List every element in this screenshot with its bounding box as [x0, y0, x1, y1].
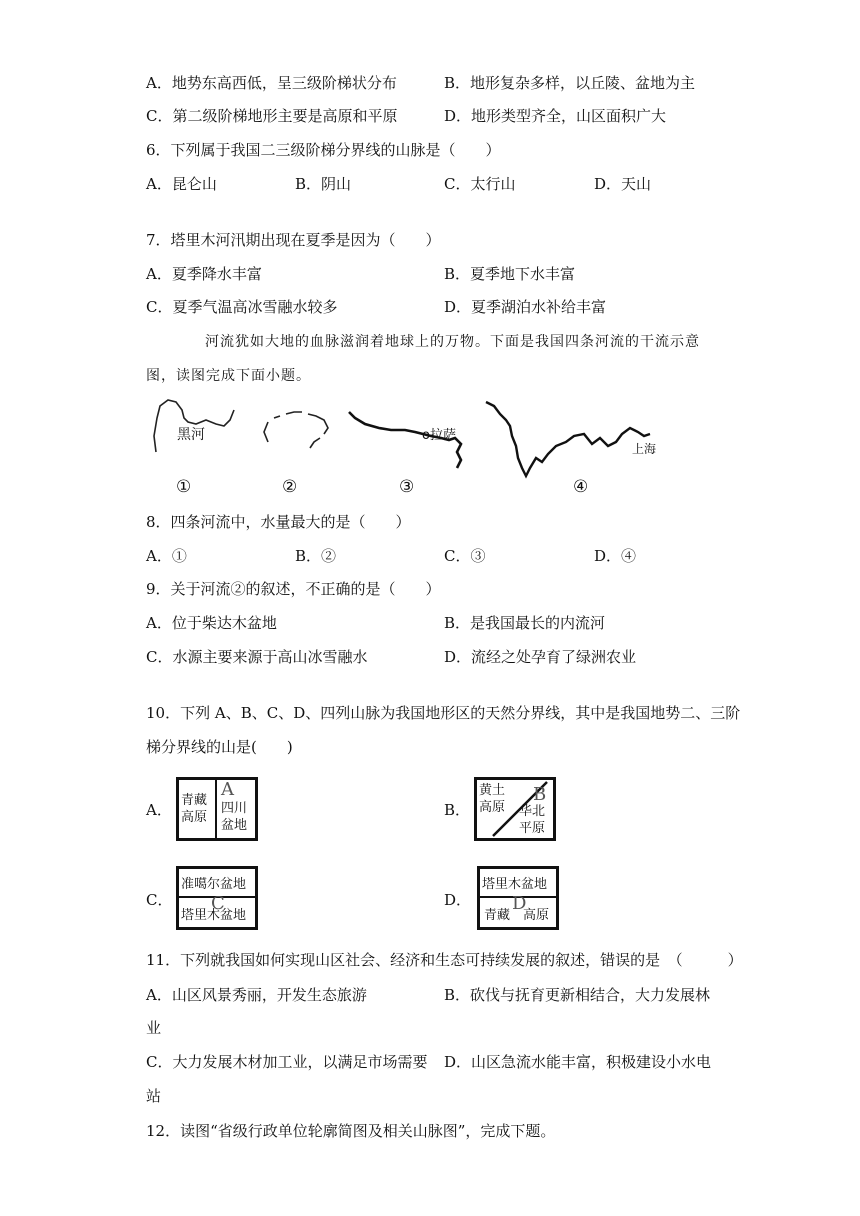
river-intro-line1: 河流犹如大地的血脉滋润着地球上的万物。下面是我国四条河流的干流示意 — [205, 334, 700, 350]
diagram-a-left-2: 高原 — [181, 810, 208, 825]
q5-option-c: C．第二级阶梯地形主要是高原和平原 — [146, 107, 398, 125]
diagram-b-letter: B — [533, 784, 547, 805]
q11-option-a: A．山区风景秀丽，开发生态旅游 — [146, 986, 367, 1004]
river-2-path — [258, 408, 338, 458]
q8-option-a: A．① — [146, 547, 187, 565]
q9-option-c: C．水源主要来源于高山冰雪融水 — [146, 648, 368, 666]
q11-option-d-line2: 站 — [146, 1087, 162, 1105]
q11-option-b-line2: 业 — [146, 1019, 162, 1037]
q5-option-d: D．地形类型齐全，山区面积广大 — [444, 107, 667, 125]
diagram-b-topleft-1: 黄土 — [479, 783, 506, 798]
q5-option-b: B．地形复杂多样，以丘陵、盆地为主 — [444, 74, 696, 92]
river-label-lasa — [422, 424, 456, 443]
q10-option-b-diagram — [474, 777, 556, 841]
q9-option-b: B．是我国最长的内流河 — [444, 614, 606, 632]
diagram-b-topleft-2: 高原 — [479, 800, 506, 815]
diagram-d-bottom: 青藏 高原 — [484, 908, 550, 923]
q7-option-b: B．夏季地下水丰富 — [444, 265, 576, 283]
q12-stem: 12．读图“省级行政单位轮廓简图及相关山脉图”，完成下题。 — [146, 1122, 556, 1140]
q6-option-c: C．太行山 — [444, 175, 516, 193]
river-number-2: ② — [282, 477, 298, 497]
q10-stem-line2: 梯分界线的山是( ) — [146, 738, 293, 756]
q6-option-b: B．阴山 — [295, 175, 352, 193]
q5-option-a: A．地势东高西低，呈三级阶梯状分布 — [146, 74, 397, 92]
q10-stem-line1: 10．下列 A、B、C、D、四列山脉为我国地形区的天然分界线，其中是我国地势二、三阶 — [146, 704, 741, 722]
river-label-lasa-text: 拉萨 — [429, 428, 456, 443]
diagram-c-letter: C — [211, 893, 225, 914]
q9-option-a: A．位于柴达木盆地 — [146, 614, 277, 632]
q6-option-a: A．昆仑山 — [146, 175, 217, 193]
diagram-a-right-2: 盆地 — [221, 818, 248, 833]
q9-option-d: D．流经之处孕育了绿洲农业 — [444, 648, 637, 666]
q10-option-d-label: D． — [444, 891, 472, 909]
river-label-heihe: 黑河 — [177, 427, 205, 443]
q10-option-d-diagram — [477, 866, 559, 930]
q7-option-d: D．夏季湖泊水补给丰富 — [444, 298, 607, 316]
lasa-dot-icon: o — [422, 428, 430, 443]
q10-option-c-label: C． — [146, 891, 173, 909]
q8-stem: 8．四条河流中，水量最大的是（ ） — [146, 513, 411, 531]
river-figure — [140, 396, 740, 500]
diagram-a-left-1: 青藏 — [181, 793, 208, 808]
river-number-1: ① — [176, 477, 192, 497]
diagram-c-bottom: 塔里木盆地 — [181, 908, 247, 923]
q8-option-c: C．③ — [444, 547, 486, 565]
diagram-c-top: 准噶尔盆地 — [181, 877, 247, 892]
diagram-b-bottomright-1: 华北 — [519, 804, 546, 819]
mountain-line-a — [215, 780, 217, 838]
q11-option-c: C．大力发展木材加工业，以满足市场需要 — [146, 1053, 428, 1071]
q6-stem: 6．下列属于我国二三级阶梯分界线的山脉是（ ） — [146, 141, 501, 159]
q8-option-d: D．④ — [594, 547, 637, 565]
q7-stem: 7．塔里木河汛期出现在夏季是因为（ ） — [146, 231, 441, 249]
diagram-a-letter: A — [221, 779, 234, 800]
q6-option-d: D．天山 — [594, 175, 652, 193]
river-label-shanghai: 上海 — [632, 442, 657, 456]
q11-stem: 11．下列就我国如何实现山区社会、经济和生态可持续发展的叙述，错误的是 （ ） — [146, 951, 743, 969]
q7-option-a: A．夏季降水丰富 — [146, 265, 262, 283]
q10-option-a-diagram — [176, 777, 258, 841]
q11-option-b-line1: B．砍伐与抚育更新相结合，大力发展林 — [444, 986, 711, 1004]
q7-option-c: C．夏季气温高冰雪融水较多 — [146, 298, 338, 316]
q10-option-b-label: B． — [444, 801, 471, 819]
q9-stem: 9．关于河流②的叙述，不正确的是（ ） — [146, 580, 441, 598]
q10-option-a-label: A． — [146, 801, 172, 819]
diagram-d-top: 塔里木盆地 — [482, 877, 548, 892]
q10-option-c-diagram — [176, 866, 258, 930]
diagram-a-right-1: 四川 — [221, 801, 248, 816]
diagram-d-letter: D — [512, 893, 527, 914]
river-number-4: ④ — [573, 477, 589, 497]
q8-option-b: B．② — [295, 547, 337, 565]
q11-option-d-line1: D．山区急流水能丰富，积极建设小水电 — [444, 1053, 712, 1071]
river-number-3: ③ — [399, 477, 415, 497]
river-4-path — [480, 396, 660, 482]
diagram-b-bottomright-2: 平原 — [519, 821, 546, 836]
river-intro-line2: 图，读图完成下面小题。 — [146, 368, 311, 384]
